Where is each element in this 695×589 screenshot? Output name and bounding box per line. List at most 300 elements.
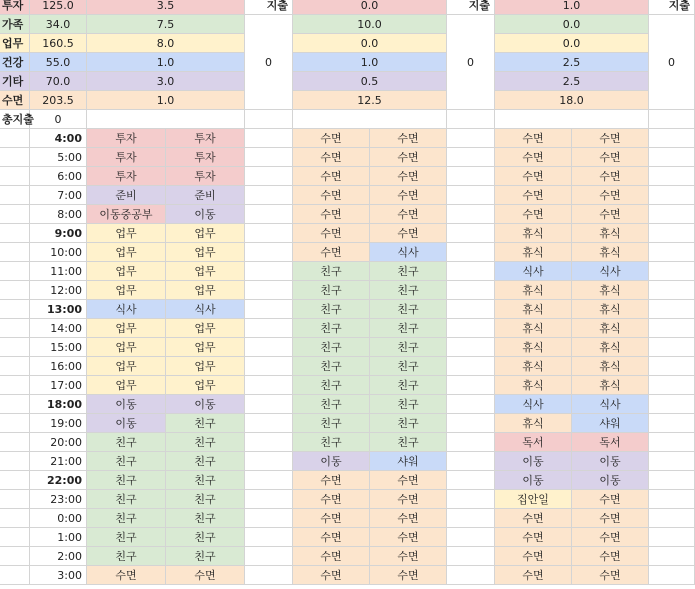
schedule-day2-b[interactable]: 친구 <box>370 319 447 338</box>
summary-total-업무[interactable]: 160.5 <box>30 34 87 53</box>
empty-cell[interactable] <box>245 110 293 129</box>
schedule-day1-b[interactable]: 친구 <box>166 547 245 566</box>
schedule-day3-b[interactable]: 휴식 <box>572 300 649 319</box>
schedule-day3-b[interactable]: 수면 <box>572 509 649 528</box>
time-label[interactable]: 14:00 <box>30 319 87 338</box>
empty-cell[interactable] <box>87 110 245 129</box>
schedule-day2-a[interactable]: 친구 <box>293 414 370 433</box>
schedule-day2-a[interactable]: 수면 <box>293 547 370 566</box>
schedule-day2-a[interactable]: 친구 <box>293 281 370 300</box>
schedule-day3-a[interactable]: 휴식 <box>495 414 572 433</box>
empty-cell[interactable] <box>649 452 695 471</box>
schedule-day3-a[interactable]: 이동 <box>495 471 572 490</box>
empty-cell[interactable] <box>245 433 293 452</box>
schedule-day1-b[interactable]: 업무 <box>166 319 245 338</box>
schedule-day2-a[interactable]: 수면 <box>293 471 370 490</box>
empty-cell[interactable] <box>447 566 495 585</box>
empty-cell[interactable] <box>245 281 293 300</box>
schedule-day2-b[interactable]: 친구 <box>370 357 447 376</box>
schedule-day3-a[interactable]: 식사 <box>495 262 572 281</box>
empty-cell[interactable] <box>649 357 695 376</box>
schedule-day2-a[interactable]: 친구 <box>293 300 370 319</box>
empty-cell[interactable] <box>649 167 695 186</box>
schedule-day1-a[interactable]: 친구 <box>87 433 166 452</box>
empty-cell[interactable] <box>649 224 695 243</box>
schedule-day2-a[interactable]: 수면 <box>293 186 370 205</box>
empty-cell[interactable] <box>245 243 293 262</box>
expense-value-day2[interactable]: 0 <box>447 15 495 110</box>
summary-day1-수면[interactable]: 1.0 <box>87 91 245 110</box>
schedule-day3-b[interactable]: 이동 <box>572 471 649 490</box>
schedule-day3-a[interactable]: 수면 <box>495 547 572 566</box>
empty-cell[interactable] <box>447 319 495 338</box>
empty-cell[interactable] <box>245 452 293 471</box>
schedule-day1-b[interactable]: 친구 <box>166 471 245 490</box>
schedule-day2-a[interactable]: 수면 <box>293 205 370 224</box>
expense-value-day3[interactable]: 0 <box>649 15 695 110</box>
empty-cell[interactable] <box>447 357 495 376</box>
summary-category-건강[interactable]: 건강 <box>0 53 30 72</box>
schedule-day1-a[interactable]: 친구 <box>87 471 166 490</box>
time-label[interactable]: 12:00 <box>30 281 87 300</box>
empty-cell[interactable] <box>649 281 695 300</box>
time-label[interactable]: 7:00 <box>30 186 87 205</box>
schedule-day3-b[interactable]: 휴식 <box>572 357 649 376</box>
schedule-day1-a[interactable]: 업무 <box>87 319 166 338</box>
empty-cell[interactable] <box>0 528 30 547</box>
empty-cell[interactable] <box>0 281 30 300</box>
schedule-day1-b[interactable]: 업무 <box>166 338 245 357</box>
empty-cell[interactable] <box>245 376 293 395</box>
time-label[interactable]: 6:00 <box>30 167 87 186</box>
schedule-day2-a[interactable]: 친구 <box>293 376 370 395</box>
empty-cell[interactable] <box>245 338 293 357</box>
schedule-day2-a[interactable]: 수면 <box>293 490 370 509</box>
empty-cell[interactable] <box>245 148 293 167</box>
schedule-day3-b[interactable]: 수면 <box>572 528 649 547</box>
schedule-day3-a[interactable]: 식사 <box>495 395 572 414</box>
empty-cell[interactable] <box>649 433 695 452</box>
schedule-day2-a[interactable]: 수면 <box>293 224 370 243</box>
schedule-day2-a[interactable]: 친구 <box>293 357 370 376</box>
time-label[interactable]: 4:00 <box>30 129 87 148</box>
schedule-day3-a[interactable]: 휴식 <box>495 281 572 300</box>
empty-cell[interactable] <box>245 205 293 224</box>
time-label[interactable]: 3:00 <box>30 566 87 585</box>
schedule-day2-b[interactable]: 수면 <box>370 186 447 205</box>
schedule-day3-a[interactable]: 독서 <box>495 433 572 452</box>
schedule-day3-b[interactable]: 휴식 <box>572 281 649 300</box>
schedule-day1-b[interactable]: 친구 <box>166 433 245 452</box>
schedule-day3-a[interactable]: 휴식 <box>495 300 572 319</box>
schedule-day2-a[interactable]: 이동 <box>293 452 370 471</box>
empty-cell[interactable] <box>447 224 495 243</box>
schedule-day2-a[interactable]: 친구 <box>293 433 370 452</box>
schedule-day3-b[interactable]: 식사 <box>572 262 649 281</box>
empty-cell[interactable] <box>0 547 30 566</box>
schedule-day3-b[interactable]: 수면 <box>572 129 649 148</box>
empty-cell[interactable] <box>245 414 293 433</box>
schedule-day3-b[interactable]: 수면 <box>572 186 649 205</box>
empty-cell[interactable] <box>0 262 30 281</box>
schedule-day1-b[interactable]: 이동 <box>166 395 245 414</box>
time-label[interactable]: 1:00 <box>30 528 87 547</box>
schedule-day1-a[interactable]: 업무 <box>87 357 166 376</box>
time-label[interactable]: 5:00 <box>30 148 87 167</box>
expense-header-day3[interactable]: 지출 <box>649 0 695 15</box>
schedule-day2-a[interactable]: 친구 <box>293 262 370 281</box>
schedule-day3-a[interactable]: 수면 <box>495 509 572 528</box>
summary-total-수면[interactable]: 203.5 <box>30 91 87 110</box>
empty-cell[interactable] <box>245 566 293 585</box>
schedule-day1-b[interactable]: 업무 <box>166 243 245 262</box>
empty-cell[interactable] <box>0 509 30 528</box>
empty-cell[interactable] <box>0 566 30 585</box>
empty-cell[interactable] <box>447 167 495 186</box>
empty-cell[interactable] <box>649 243 695 262</box>
expense-value-day1[interactable]: 0 <box>245 15 293 110</box>
empty-cell[interactable] <box>649 395 695 414</box>
schedule-day1-a[interactable]: 업무 <box>87 224 166 243</box>
schedule-day1-b[interactable]: 친구 <box>166 452 245 471</box>
schedule-day2-b[interactable]: 수면 <box>370 509 447 528</box>
empty-cell[interactable] <box>649 376 695 395</box>
empty-cell[interactable] <box>0 395 30 414</box>
empty-cell[interactable] <box>245 319 293 338</box>
schedule-day3-b[interactable]: 수면 <box>572 547 649 566</box>
schedule-day1-b[interactable]: 업무 <box>166 281 245 300</box>
empty-cell[interactable] <box>649 547 695 566</box>
empty-cell[interactable] <box>649 300 695 319</box>
schedule-day2-b[interactable]: 수면 <box>370 471 447 490</box>
schedule-day1-a[interactable]: 업무 <box>87 243 166 262</box>
summary-category-업무[interactable]: 업무 <box>0 34 30 53</box>
schedule-day1-a[interactable]: 투자 <box>87 129 166 148</box>
empty-cell[interactable] <box>447 547 495 566</box>
schedule-day2-b[interactable]: 수면 <box>370 528 447 547</box>
summary-day1-건강[interactable]: 1.0 <box>87 53 245 72</box>
schedule-day1-b[interactable]: 친구 <box>166 490 245 509</box>
summary-day3-업무[interactable]: 0.0 <box>495 34 649 53</box>
schedule-day1-a[interactable]: 친구 <box>87 452 166 471</box>
summary-day2-수면[interactable]: 12.5 <box>293 91 447 110</box>
empty-cell[interactable] <box>649 129 695 148</box>
time-label[interactable]: 8:00 <box>30 205 87 224</box>
empty-cell[interactable] <box>0 300 30 319</box>
empty-cell[interactable] <box>649 148 695 167</box>
empty-cell[interactable] <box>447 471 495 490</box>
schedule-day2-a[interactable]: 수면 <box>293 167 370 186</box>
schedule-day3-b[interactable]: 휴식 <box>572 376 649 395</box>
schedule-day1-b[interactable]: 업무 <box>166 357 245 376</box>
schedule-day3-a[interactable]: 휴식 <box>495 224 572 243</box>
schedule-day2-b[interactable]: 친구 <box>370 395 447 414</box>
empty-cell[interactable] <box>0 452 30 471</box>
time-label[interactable]: 16:00 <box>30 357 87 376</box>
empty-cell[interactable] <box>649 338 695 357</box>
empty-cell[interactable] <box>293 110 447 129</box>
schedule-day3-b[interactable]: 샤워 <box>572 414 649 433</box>
empty-cell[interactable] <box>447 205 495 224</box>
empty-cell[interactable] <box>447 509 495 528</box>
schedule-day1-a[interactable]: 이동중공부 <box>87 205 166 224</box>
schedule-day1-a[interactable]: 수면 <box>87 566 166 585</box>
schedule-day2-b[interactable]: 친구 <box>370 376 447 395</box>
schedule-day3-a[interactable]: 휴식 <box>495 357 572 376</box>
schedule-day2-b[interactable]: 친구 <box>370 414 447 433</box>
empty-cell[interactable] <box>649 319 695 338</box>
schedule-day2-a[interactable]: 수면 <box>293 566 370 585</box>
empty-cell[interactable] <box>649 490 695 509</box>
summary-day1-기타[interactable]: 3.0 <box>87 72 245 91</box>
schedule-day3-a[interactable]: 수면 <box>495 167 572 186</box>
schedule-day3-b[interactable]: 식사 <box>572 395 649 414</box>
summary-total-건강[interactable]: 55.0 <box>30 53 87 72</box>
schedule-day3-b[interactable]: 수면 <box>572 566 649 585</box>
empty-cell[interactable] <box>447 281 495 300</box>
schedule-day2-b[interactable]: 식사 <box>370 243 447 262</box>
empty-cell[interactable] <box>245 262 293 281</box>
summary-day1-투자[interactable]: 3.5 <box>87 0 245 15</box>
empty-cell[interactable] <box>447 148 495 167</box>
empty-cell[interactable] <box>447 129 495 148</box>
empty-cell[interactable] <box>245 528 293 547</box>
schedule-day2-b[interactable]: 수면 <box>370 547 447 566</box>
schedule-day3-a[interactable]: 휴식 <box>495 243 572 262</box>
empty-cell[interactable] <box>649 110 695 129</box>
time-label[interactable]: 0:00 <box>30 509 87 528</box>
schedule-day1-a[interactable]: 친구 <box>87 490 166 509</box>
time-label[interactable]: 23:00 <box>30 490 87 509</box>
schedule-day2-b[interactable]: 수면 <box>370 566 447 585</box>
schedule-day1-b[interactable]: 식사 <box>166 300 245 319</box>
schedule-day1-a[interactable]: 친구 <box>87 528 166 547</box>
summary-total-투자[interactable]: 125.0 <box>30 0 87 15</box>
time-label[interactable]: 22:00 <box>30 471 87 490</box>
schedule-day3-b[interactable]: 독서 <box>572 433 649 452</box>
empty-cell[interactable] <box>245 224 293 243</box>
schedule-day3-b[interactable]: 휴식 <box>572 224 649 243</box>
schedule-day2-b[interactable]: 수면 <box>370 205 447 224</box>
schedule-day3-a[interactable]: 수면 <box>495 129 572 148</box>
schedule-day2-b[interactable]: 수면 <box>370 490 447 509</box>
empty-cell[interactable] <box>0 490 30 509</box>
schedule-day2-a[interactable]: 수면 <box>293 243 370 262</box>
schedule-day2-b[interactable]: 친구 <box>370 281 447 300</box>
empty-cell[interactable] <box>447 433 495 452</box>
schedule-day2-a[interactable]: 수면 <box>293 148 370 167</box>
empty-cell[interactable] <box>245 167 293 186</box>
time-label[interactable]: 15:00 <box>30 338 87 357</box>
schedule-day3-a[interactable]: 수면 <box>495 148 572 167</box>
summary-day3-가족[interactable]: 0.0 <box>495 15 649 34</box>
schedule-day3-a[interactable]: 집안일 <box>495 490 572 509</box>
empty-cell[interactable] <box>649 528 695 547</box>
schedule-day2-b[interactable]: 수면 <box>370 224 447 243</box>
schedule-day3-b[interactable]: 휴식 <box>572 319 649 338</box>
schedule-day2-b[interactable]: 친구 <box>370 433 447 452</box>
schedule-day1-b[interactable]: 수면 <box>166 566 245 585</box>
empty-cell[interactable] <box>0 471 30 490</box>
summary-day3-수면[interactable]: 18.0 <box>495 91 649 110</box>
empty-cell[interactable] <box>245 129 293 148</box>
schedule-day3-a[interactable]: 수면 <box>495 186 572 205</box>
empty-cell[interactable] <box>447 490 495 509</box>
empty-cell[interactable] <box>245 395 293 414</box>
empty-cell[interactable] <box>649 262 695 281</box>
empty-cell[interactable] <box>245 490 293 509</box>
summary-total-기타[interactable]: 70.0 <box>30 72 87 91</box>
summary-category-기타[interactable]: 기타 <box>0 72 30 91</box>
time-label[interactable]: 13:00 <box>30 300 87 319</box>
summary-day2-기타[interactable]: 0.5 <box>293 72 447 91</box>
schedule-day1-b[interactable]: 투자 <box>166 148 245 167</box>
schedule-day3-a[interactable]: 휴식 <box>495 376 572 395</box>
empty-cell[interactable] <box>649 414 695 433</box>
schedule-day1-a[interactable]: 식사 <box>87 300 166 319</box>
time-label[interactable]: 19:00 <box>30 414 87 433</box>
empty-cell[interactable] <box>447 528 495 547</box>
summary-day3-기타[interactable]: 2.5 <box>495 72 649 91</box>
empty-cell[interactable] <box>245 300 293 319</box>
empty-cell[interactable] <box>0 205 30 224</box>
empty-cell[interactable] <box>649 205 695 224</box>
empty-cell[interactable] <box>649 186 695 205</box>
schedule-day3-a[interactable]: 수면 <box>495 205 572 224</box>
schedule-day1-b[interactable]: 업무 <box>166 262 245 281</box>
empty-cell[interactable] <box>0 376 30 395</box>
schedule-day1-b[interactable]: 친구 <box>166 509 245 528</box>
schedule-day1-b[interactable]: 업무 <box>166 224 245 243</box>
empty-cell[interactable] <box>447 376 495 395</box>
empty-cell[interactable] <box>245 471 293 490</box>
schedule-day1-a[interactable]: 업무 <box>87 338 166 357</box>
empty-cell[interactable] <box>649 566 695 585</box>
time-label[interactable]: 9:00 <box>30 224 87 243</box>
summary-day1-업무[interactable]: 8.0 <box>87 34 245 53</box>
schedule-day3-b[interactable]: 수면 <box>572 148 649 167</box>
empty-cell[interactable] <box>245 186 293 205</box>
schedule-day1-b[interactable]: 업무 <box>166 376 245 395</box>
schedule-day1-b[interactable]: 투자 <box>166 167 245 186</box>
schedule-day1-a[interactable]: 투자 <box>87 148 166 167</box>
schedule-day3-b[interactable]: 이동 <box>572 452 649 471</box>
summary-day2-업무[interactable]: 0.0 <box>293 34 447 53</box>
time-label[interactable]: 18:00 <box>30 395 87 414</box>
empty-cell[interactable] <box>447 186 495 205</box>
time-label[interactable]: 10:00 <box>30 243 87 262</box>
time-label[interactable]: 11:00 <box>30 262 87 281</box>
schedule-day1-a[interactable]: 친구 <box>87 547 166 566</box>
schedule-day2-a[interactable]: 친구 <box>293 395 370 414</box>
schedule-day1-b[interactable]: 준비 <box>166 186 245 205</box>
schedule-day2-a[interactable]: 친구 <box>293 338 370 357</box>
summary-total-가족[interactable]: 34.0 <box>30 15 87 34</box>
empty-cell[interactable] <box>447 338 495 357</box>
empty-cell[interactable] <box>245 509 293 528</box>
empty-cell[interactable] <box>649 471 695 490</box>
schedule-day3-a[interactable]: 수면 <box>495 528 572 547</box>
empty-cell[interactable] <box>0 414 30 433</box>
empty-cell[interactable] <box>0 148 30 167</box>
expense-header-day1[interactable]: 지출 <box>245 0 293 15</box>
schedule-day3-a[interactable]: 수면 <box>495 566 572 585</box>
summary-day2-가족[interactable]: 10.0 <box>293 15 447 34</box>
empty-cell[interactable] <box>245 547 293 566</box>
schedule-day3-a[interactable]: 휴식 <box>495 319 572 338</box>
schedule-day2-a[interactable]: 친구 <box>293 319 370 338</box>
summary-category-투자[interactable]: 투자 <box>0 0 30 15</box>
empty-cell[interactable] <box>447 452 495 471</box>
schedule-day3-b[interactable]: 휴식 <box>572 338 649 357</box>
summary-day3-건강[interactable]: 2.5 <box>495 53 649 72</box>
schedule-day2-b[interactable]: 친구 <box>370 338 447 357</box>
time-label[interactable]: 2:00 <box>30 547 87 566</box>
schedule-day2-b[interactable]: 수면 <box>370 148 447 167</box>
empty-cell[interactable] <box>0 243 30 262</box>
empty-cell[interactable] <box>447 243 495 262</box>
schedule-day1-b[interactable]: 친구 <box>166 414 245 433</box>
schedule-day1-b[interactable]: 이동 <box>166 205 245 224</box>
empty-cell[interactable] <box>0 167 30 186</box>
summary-category-가족[interactable]: 가족 <box>0 15 30 34</box>
schedule-day1-a[interactable]: 업무 <box>87 262 166 281</box>
schedule-day1-b[interactable]: 투자 <box>166 129 245 148</box>
time-label[interactable]: 17:00 <box>30 376 87 395</box>
empty-cell[interactable] <box>649 509 695 528</box>
empty-cell[interactable] <box>495 110 649 129</box>
schedule-day2-b[interactable]: 수면 <box>370 167 447 186</box>
schedule-day3-b[interactable]: 수면 <box>572 205 649 224</box>
total-expense-label[interactable]: 총지출 <box>0 110 30 129</box>
empty-cell[interactable] <box>0 224 30 243</box>
empty-cell[interactable] <box>0 338 30 357</box>
expense-header-day2[interactable]: 지출 <box>447 0 495 15</box>
total-expense-value[interactable]: 0 <box>30 110 87 129</box>
empty-cell[interactable] <box>447 395 495 414</box>
summary-day2-건강[interactable]: 1.0 <box>293 53 447 72</box>
empty-cell[interactable] <box>0 129 30 148</box>
empty-cell[interactable] <box>245 357 293 376</box>
schedule-day1-b[interactable]: 친구 <box>166 528 245 547</box>
empty-cell[interactable] <box>447 262 495 281</box>
summary-day3-투자[interactable]: 1.0 <box>495 0 649 15</box>
time-label[interactable]: 20:00 <box>30 433 87 452</box>
schedule-day2-a[interactable]: 수면 <box>293 509 370 528</box>
schedule-day1-a[interactable]: 준비 <box>87 186 166 205</box>
schedule-day2-a[interactable]: 수면 <box>293 129 370 148</box>
empty-cell[interactable] <box>0 357 30 376</box>
empty-cell[interactable] <box>0 186 30 205</box>
summary-day2-투자[interactable]: 0.0 <box>293 0 447 15</box>
schedule-day1-a[interactable]: 친구 <box>87 509 166 528</box>
schedule-day2-b[interactable]: 친구 <box>370 300 447 319</box>
empty-cell[interactable] <box>447 414 495 433</box>
schedule-day1-a[interactable]: 투자 <box>87 167 166 186</box>
schedule-day2-a[interactable]: 수면 <box>293 528 370 547</box>
schedule-day1-a[interactable]: 이동 <box>87 414 166 433</box>
schedule-day1-a[interactable]: 업무 <box>87 376 166 395</box>
schedule-day3-a[interactable]: 이동 <box>495 452 572 471</box>
schedule-day3-b[interactable]: 휴식 <box>572 243 649 262</box>
schedule-day2-b[interactable]: 수면 <box>370 129 447 148</box>
summary-day1-가족[interactable]: 7.5 <box>87 15 245 34</box>
schedule-day3-b[interactable]: 수면 <box>572 490 649 509</box>
empty-cell[interactable] <box>447 110 495 129</box>
schedule-day3-a[interactable]: 휴식 <box>495 338 572 357</box>
empty-cell[interactable] <box>447 300 495 319</box>
schedule-day1-a[interactable]: 이동 <box>87 395 166 414</box>
